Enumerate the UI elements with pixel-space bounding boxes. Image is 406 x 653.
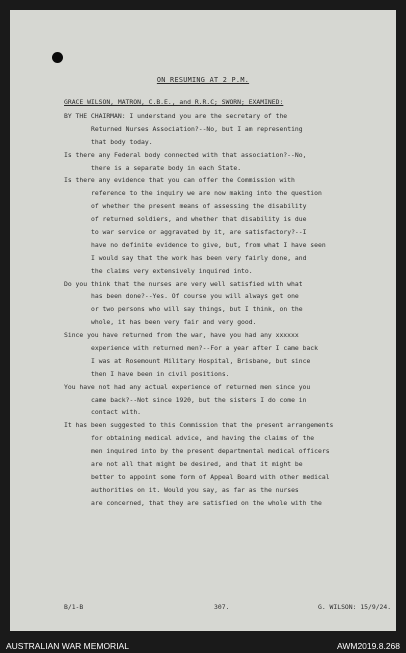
document-line: Is there any evidence that you can offer the Commission with xyxy=(64,176,295,185)
document-line: Is there any Federal body connected with that association?--No, xyxy=(64,150,307,159)
witness-line: GRACE WILSON, MATRON, C.B.E., and R.R.C; SWORN; EXAMINED: xyxy=(64,98,284,106)
document-line: of returned soldiers, and whether that disability is due xyxy=(91,215,307,224)
document-line: the claims very extensively inquired into. xyxy=(91,266,253,275)
document-line: BY THE CHAIRMAN: I understand you are the secretary of the xyxy=(64,112,288,120)
document-line: Do you think that the nurses are very well satisfied with what xyxy=(64,279,303,288)
document-line: came back?--Not since 1920, but the sisters I do come in xyxy=(91,395,307,404)
document-line: whole, it has been very fair and very good. xyxy=(91,318,257,327)
document-line: then I have been in civil positions. xyxy=(91,369,230,378)
credit-accession-number: AWM2019.8.268 xyxy=(337,641,400,651)
document-line: or two persons who will say things, but I think, on the xyxy=(91,305,303,314)
document-line: I would say that the work has been very fairly done, and xyxy=(91,253,307,262)
document-heading: ON RESUMING AT 2 P.M. xyxy=(156,76,250,84)
document-line: there is a separate body in each State. xyxy=(91,163,242,172)
document-line: authorities on it. Would you say, as far as the nurses xyxy=(91,485,299,494)
document-line: It has been suggested to this Commission that the present arrangements xyxy=(64,421,334,430)
document-line: men inquired into by the present departmental medical officers xyxy=(91,447,330,456)
document-line: experience with returned men?--For a year after I came back xyxy=(91,344,319,353)
document-line: Returned Nurses Association?--No, but I am representing xyxy=(91,124,303,133)
document-line: I was at Rosemount Military Hospital, Brisbane, but since xyxy=(91,356,311,365)
document-line: are concerned, that they are satisfied on the whole with the xyxy=(91,498,322,507)
document-line: that body today. xyxy=(91,137,153,146)
document-line: of whether the present means of assessing the disability xyxy=(91,202,307,211)
document-line: are not all that might be desired, and that it might be xyxy=(91,460,303,469)
document-page xyxy=(10,10,396,631)
document-line: for obtaining medical advice, and having the claims of the xyxy=(91,434,315,443)
document-line: to war service or aggravated by it, are satisfactory?--I xyxy=(91,228,307,237)
credit-institution: AUSTRALIAN WAR MEMORIAL xyxy=(6,641,129,651)
footer-witness-date: G. WILSON: 15/9/24. xyxy=(318,603,392,611)
footer-reference: B/1-B xyxy=(64,603,84,611)
document-footer xyxy=(64,603,400,615)
document-line: has been done?--Yes. Of course you will always get one xyxy=(91,292,299,301)
document-line: have no definite evidence to give, but, from what I have seen xyxy=(91,240,326,249)
document-body xyxy=(64,110,400,510)
document-line: better to appoint some form of Appeal Board with other medical xyxy=(91,472,330,481)
document-line: You have not had any actual experience of returned men since you xyxy=(64,382,311,391)
footer-page-number: 307. xyxy=(214,603,230,611)
punch-hole xyxy=(52,52,63,63)
document-line: Since you have returned from the war, have you had any xxxxxx xyxy=(64,331,299,340)
document-line: contact with. xyxy=(91,408,142,417)
document-line: reference to the inquiry we are now making into the question xyxy=(91,189,322,198)
